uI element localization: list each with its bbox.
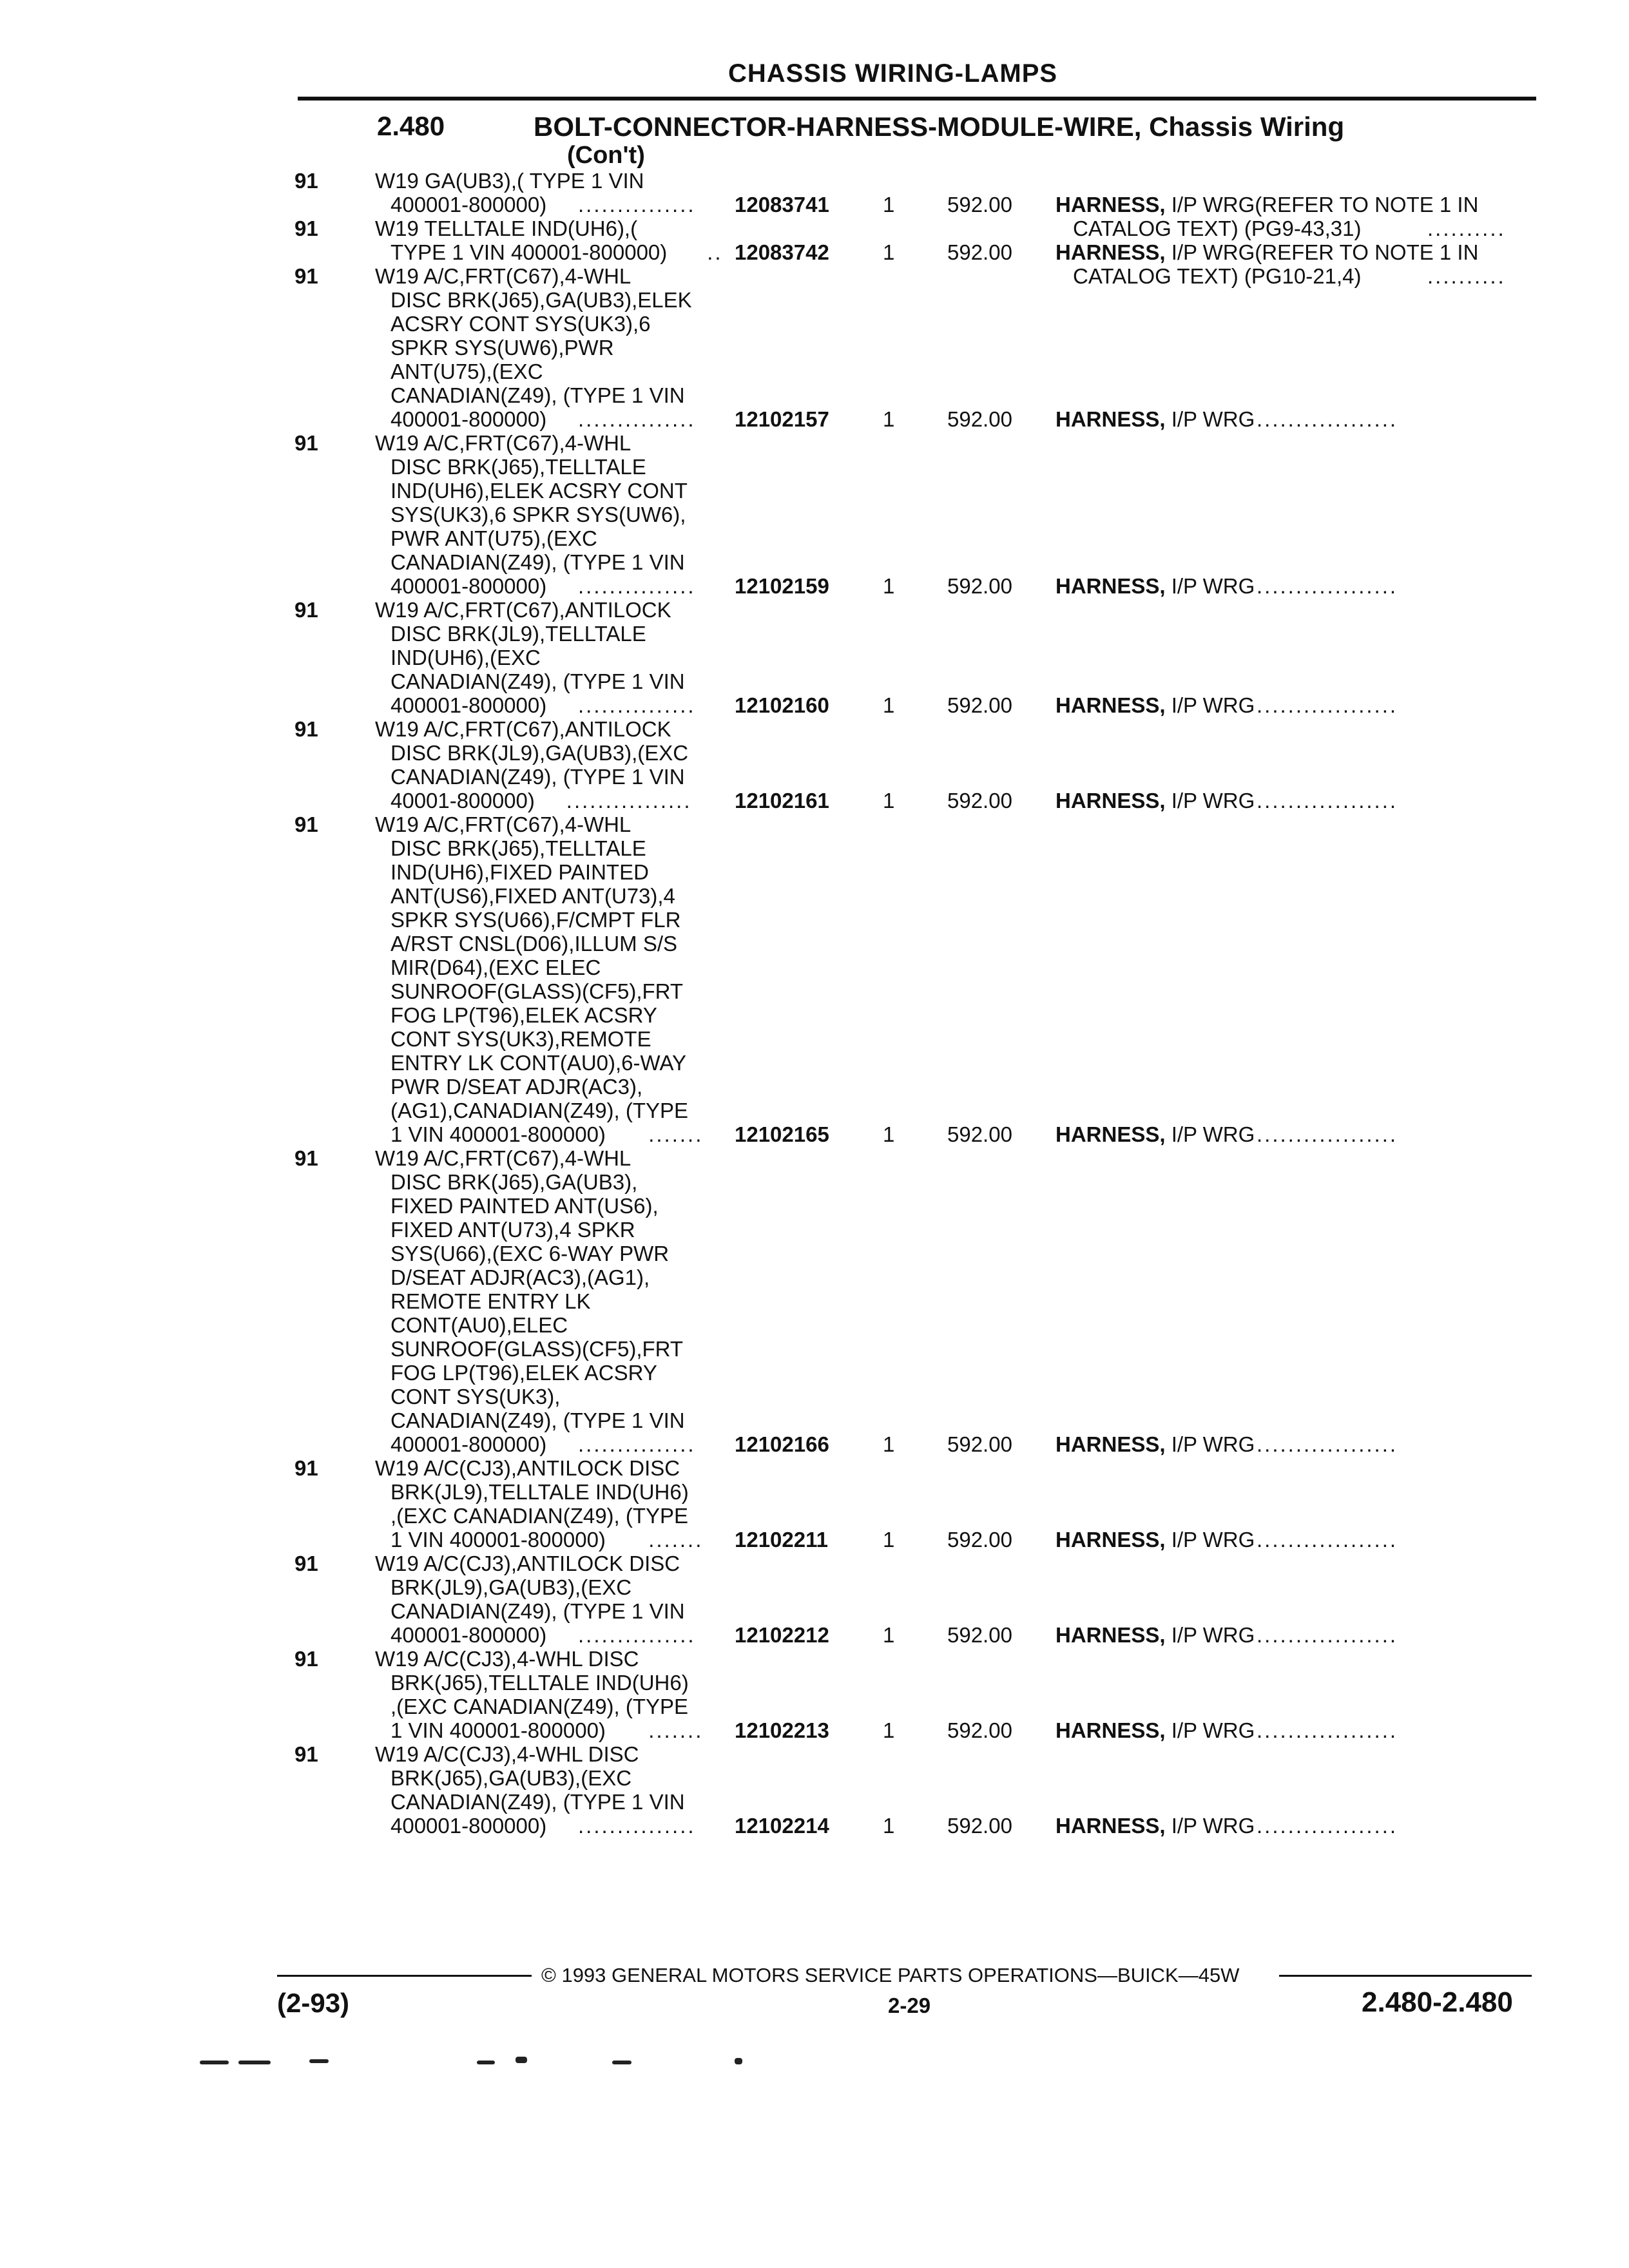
- description-line: BRK(J65),TELLTALE IND(UH6): [390, 1671, 689, 1695]
- group-number: 592.00: [947, 407, 1012, 431]
- quantity: 1: [883, 193, 895, 216]
- description-line: CANADIAN(Z49), (TYPE 1 VIN: [390, 1599, 685, 1623]
- parts-entry: [0, 264, 1629, 431]
- description-line: 400001-800000): [390, 1814, 547, 1838]
- description-line: W19 A/C,FRT(C67),4-WHL: [375, 264, 631, 288]
- leader-dots: ...............: [578, 1623, 696, 1647]
- leader-dots: ................: [566, 789, 692, 812]
- description-line: IND(UH6),FIXED PAINTED: [390, 860, 649, 884]
- footer-page-number: 2-29: [888, 1994, 931, 2017]
- leader-dots: ..................: [1257, 1432, 1398, 1456]
- footer-rule-right: [1279, 1975, 1532, 1977]
- leader-dots: ..........: [1427, 264, 1506, 288]
- scan-smudge: [735, 2058, 742, 2064]
- section-title-text: BOLT-CONNECTOR-HARNESS-MODULE-WIRE, Chassis Wiring: [534, 111, 1345, 142]
- leader-dots: ..................: [1257, 1122, 1398, 1146]
- leader-dots: .......: [648, 1122, 704, 1146]
- parts-entry: [0, 1456, 1629, 1552]
- group-number: 592.00: [947, 1432, 1012, 1456]
- description-line: PWR D/SEAT ADJR(AC3),: [390, 1075, 643, 1099]
- description-line: W19 GA(UB3),( TYPE 1 VIN: [375, 169, 644, 193]
- parts-entry: [0, 1742, 1629, 1838]
- description-line: SYS(UK3),6 SPKR SYS(UW6),: [390, 503, 686, 526]
- entry-description: [0, 812, 1629, 1146]
- description-line: DISC BRK(J65),TELLTALE: [390, 836, 646, 860]
- quantity: 1: [883, 1814, 895, 1838]
- part-number: 12102165: [735, 1122, 829, 1146]
- part-number: 12102212: [735, 1623, 829, 1647]
- section-continued: (Con't): [567, 142, 645, 169]
- description-line: BRK(JL9),TELLTALE IND(UH6): [390, 1480, 689, 1504]
- group-number: 592.00: [947, 1528, 1012, 1552]
- quantity: 1: [883, 693, 895, 717]
- description-line: BRK(JL9),GA(UB3),(EXC: [390, 1575, 632, 1599]
- description-line: ANT(U75),(EXC: [390, 360, 543, 383]
- part-name: [1055, 1122, 1255, 1146]
- description-line: (AG1),CANADIAN(Z49), (TYPE: [390, 1099, 689, 1122]
- part-name-bold: HARNESS,: [1055, 1528, 1166, 1552]
- part-name-rest: I/P WRG: [1165, 1718, 1255, 1742]
- scan-smudge: [238, 2061, 271, 2064]
- part-name: [1055, 193, 1478, 216]
- description-line: 1 VIN 400001-800000): [390, 1528, 606, 1552]
- description-line: ANT(US6),FIXED ANT(U73),4: [390, 884, 675, 908]
- part-name-rest: I/P WRG: [1165, 693, 1255, 717]
- group-number: 592.00: [947, 574, 1012, 598]
- part-name: [1055, 574, 1255, 598]
- group-number: 592.00: [947, 193, 1012, 216]
- group-number: 592.00: [947, 1814, 1012, 1838]
- part-name-bold: HARNESS,: [1055, 789, 1166, 812]
- parts-entry: [0, 1647, 1629, 1742]
- part-name-rest: I/P WRG: [1165, 1528, 1255, 1552]
- leader-dots: ...............: [578, 693, 696, 717]
- parts-entry: [0, 1146, 1629, 1456]
- description-line: DISC BRK(J65),GA(UB3),ELEK: [390, 288, 692, 312]
- part-name: [1055, 693, 1255, 717]
- scan-smudge: [309, 2059, 329, 2063]
- leader-dots: ..: [707, 240, 723, 264]
- description-line: SPKR SYS(U66),F/CMPT FLR: [390, 908, 681, 932]
- description-line: W19 A/C,FRT(C67),ANTILOCK: [375, 598, 671, 622]
- description-line: W19 A/C,FRT(C67),4-WHL: [375, 812, 631, 836]
- description-line: DISC BRK(JL9),TELLTALE: [390, 622, 646, 646]
- footer-copyright: © 1993 GENERAL MOTORS SERVICE PARTS OPERATIONS—BUICK—45W: [541, 1964, 1240, 1986]
- description-line: ENTRY LK CONT(AU0),6-WAY: [390, 1051, 687, 1075]
- description-line: CANADIAN(Z49), (TYPE 1 VIN: [390, 550, 685, 574]
- quantity: 1: [883, 1528, 895, 1552]
- description-line: FOG LP(T96),ELEK ACSRY: [390, 1003, 657, 1027]
- entry-level: 91: [294, 1647, 318, 1671]
- description-line: 400001-800000): [390, 193, 547, 216]
- description-line: IND(UH6),ELEK ACSRY CONT: [390, 479, 688, 503]
- part-name: [1055, 240, 1478, 264]
- quantity: 1: [883, 240, 895, 264]
- entry-level: 91: [294, 169, 318, 193]
- leader-dots: ..................: [1257, 693, 1398, 717]
- leader-dots: ..................: [1257, 789, 1398, 812]
- part-name-rest: I/P WRG: [1165, 1432, 1255, 1456]
- description-line: PWR ANT(U75),(EXC: [390, 526, 597, 550]
- group-number: 592.00: [947, 1122, 1012, 1146]
- part-name-bold: HARNESS,: [1055, 240, 1166, 264]
- description-line: TYPE 1 VIN 400001-800000): [390, 240, 668, 264]
- part-name: [1055, 407, 1255, 431]
- group-number: 592.00: [947, 789, 1012, 812]
- part-number: 12083742: [735, 240, 829, 264]
- quantity: 1: [883, 1623, 895, 1647]
- entry-description: [0, 1146, 1629, 1456]
- entry-level: 91: [294, 1742, 318, 1766]
- description-line: CANADIAN(Z49), (TYPE 1 VIN: [390, 1408, 685, 1432]
- part-name-rest: I/P WRG(REFER TO NOTE 1 IN: [1165, 193, 1479, 216]
- description-line: FIXED ANT(U73),4 SPKR: [390, 1218, 635, 1242]
- footer-section-range: 2.480-2.480: [1362, 1986, 1513, 2018]
- part-name-bold: HARNESS,: [1055, 407, 1166, 431]
- entry-description: [0, 264, 1629, 431]
- leader-dots: ..................: [1257, 1718, 1398, 1742]
- quantity: 1: [883, 789, 895, 812]
- entry-level: 91: [294, 1146, 318, 1170]
- quantity: 1: [883, 1718, 895, 1742]
- scan-smudge: [516, 2057, 527, 2063]
- entry-description: [0, 431, 1629, 598]
- description-line: W19 TELLTALE IND(UH6),(: [375, 216, 638, 240]
- description-line: MIR(D64),(EXC ELEC: [390, 956, 601, 979]
- description-line: D/SEAT ADJR(AC3),(AG1),: [390, 1265, 650, 1289]
- section-number: 2.480: [377, 111, 445, 141]
- part-name-bold: HARNESS,: [1055, 1718, 1166, 1742]
- part-name-line2: CATALOG TEXT) (PG10-21,4): [1073, 264, 1362, 288]
- description-line: SPKR SYS(UW6),PWR: [390, 336, 614, 360]
- section-title: [534, 113, 1344, 169]
- description-line: W19 A/C,FRT(C67),4-WHL: [375, 1146, 631, 1170]
- description-line: 400001-800000): [390, 1432, 547, 1456]
- part-name: [1055, 1432, 1255, 1456]
- description-line: 400001-800000): [390, 574, 547, 598]
- quantity: 1: [883, 1122, 895, 1146]
- description-line: 400001-800000): [390, 693, 547, 717]
- description-line: CANADIAN(Z49), (TYPE 1 VIN: [390, 383, 685, 407]
- entry-level: 91: [294, 216, 318, 240]
- entry-level: 91: [294, 264, 318, 288]
- part-name: [1055, 789, 1255, 812]
- description-line: DISC BRK(J65),TELLTALE: [390, 455, 646, 479]
- leader-dots: .......: [648, 1718, 704, 1742]
- group-number: 592.00: [947, 693, 1012, 717]
- description-line: W19 A/C(CJ3),ANTILOCK DISC: [375, 1552, 680, 1575]
- description-line: CANADIAN(Z49), (TYPE 1 VIN: [390, 1790, 685, 1814]
- leader-dots: ..................: [1257, 1814, 1398, 1838]
- group-number: 592.00: [947, 1718, 1012, 1742]
- leader-dots: ...............: [578, 574, 696, 598]
- entry-level: 91: [294, 431, 318, 455]
- description-line: W19 A/C(CJ3),ANTILOCK DISC: [375, 1456, 680, 1480]
- scan-smudge: [477, 2061, 495, 2064]
- part-name-rest: I/P WRG(REFER TO NOTE 1 IN: [1165, 240, 1479, 264]
- description-line: IND(UH6),(EXC: [390, 646, 541, 669]
- description-line: FIXED PAINTED ANT(US6),: [390, 1194, 659, 1218]
- leader-dots: ..................: [1257, 1623, 1398, 1647]
- parts-entry: [0, 812, 1629, 1146]
- part-name: [1055, 1528, 1255, 1552]
- leader-dots: ...............: [578, 407, 696, 431]
- description-line: W19 A/C(CJ3),4-WHL DISC: [375, 1742, 639, 1766]
- quantity: 1: [883, 407, 895, 431]
- description-line: CONT SYS(UK3),: [390, 1385, 561, 1408]
- description-line: SUNROOF(GLASS)(CF5),FRT: [390, 979, 684, 1003]
- part-name-rest: I/P WRG: [1165, 789, 1255, 812]
- description-line: 400001-800000): [390, 407, 547, 431]
- part-name-bold: HARNESS,: [1055, 693, 1166, 717]
- parts-entry: [0, 598, 1629, 717]
- part-number: 12102159: [735, 574, 829, 598]
- description-line: ACSRY CONT SYS(UK3),6: [390, 312, 651, 336]
- description-line: ,(EXC CANADIAN(Z49), (TYPE: [390, 1504, 689, 1528]
- part-name-rest: I/P WRG: [1165, 407, 1255, 431]
- quantity: 1: [883, 1432, 895, 1456]
- leader-dots: ..................: [1257, 1528, 1398, 1552]
- footer-date: (2-93): [277, 1988, 350, 2018]
- leader-dots: ..........: [1427, 216, 1506, 240]
- description-line: W19 A/C,FRT(C67),4-WHL: [375, 431, 631, 455]
- parts-entry: [0, 1552, 1629, 1647]
- entry-level: 91: [294, 1552, 318, 1575]
- part-number: 12102161: [735, 789, 829, 812]
- entry-level: 91: [294, 1456, 318, 1480]
- entry-level: 91: [294, 598, 318, 622]
- part-name-bold: HARNESS,: [1055, 1432, 1166, 1456]
- part-name-bold: HARNESS,: [1055, 1623, 1166, 1647]
- part-name: [1055, 1718, 1255, 1742]
- quantity: 1: [883, 574, 895, 598]
- part-number: 12083741: [735, 193, 829, 216]
- part-name-rest: I/P WRG: [1165, 1623, 1255, 1647]
- parts-entry: [0, 431, 1629, 598]
- description-line: W19 A/C(CJ3),4-WHL DISC: [375, 1647, 639, 1671]
- leader-dots: ...............: [578, 1432, 696, 1456]
- description-line: SUNROOF(GLASS)(CF5),FRT: [390, 1337, 684, 1361]
- part-name-bold: HARNESS,: [1055, 1122, 1166, 1146]
- part-name-line2: CATALOG TEXT) (PG9-43,31): [1073, 216, 1362, 240]
- parts-list: [0, 169, 1629, 1838]
- part-number: 12102213: [735, 1718, 829, 1742]
- parts-entry: [0, 717, 1629, 812]
- description-line: SYS(U66),(EXC 6-WAY PWR: [390, 1242, 670, 1265]
- description-line: 1 VIN 400001-800000): [390, 1122, 606, 1146]
- part-number: 12102166: [735, 1432, 829, 1456]
- part-number: 12102157: [735, 407, 829, 431]
- part-name-rest: I/P WRG: [1165, 1122, 1255, 1146]
- description-line: ,(EXC CANADIAN(Z49), (TYPE: [390, 1695, 689, 1718]
- leader-dots: .......: [648, 1528, 704, 1552]
- description-line: CANADIAN(Z49), (TYPE 1 VIN: [390, 765, 685, 789]
- part-name-bold: HARNESS,: [1055, 193, 1166, 216]
- description-line: CONT SYS(UK3),REMOTE: [390, 1027, 651, 1051]
- entry-level: 91: [294, 717, 318, 741]
- footer-rule-left: [277, 1975, 532, 1977]
- leader-dots: ..................: [1257, 574, 1398, 598]
- part-name-rest: I/P WRG: [1165, 574, 1255, 598]
- description-line: DISC BRK(JL9),GA(UB3),(EXC: [390, 741, 689, 765]
- leader-dots: ..................: [1257, 407, 1398, 431]
- page-title: CHASSIS WIRING-LAMPS: [728, 59, 1058, 88]
- leader-dots: ...............: [578, 193, 696, 216]
- part-number: 12102211: [735, 1528, 829, 1552]
- part-name: [1055, 1623, 1255, 1647]
- part-name-bold: HARNESS,: [1055, 574, 1166, 598]
- description-line: 1 VIN 400001-800000): [390, 1718, 606, 1742]
- description-line: W19 A/C,FRT(C67),ANTILOCK: [375, 717, 671, 741]
- description-line: BRK(J65),GA(UB3),(EXC: [390, 1766, 632, 1790]
- part-number: 12102214: [735, 1814, 829, 1838]
- description-line: 400001-800000): [390, 1623, 547, 1647]
- description-line: CONT(AU0),ELEC: [390, 1313, 568, 1337]
- group-number: 592.00: [947, 1623, 1012, 1647]
- description-line: FOG LP(T96),ELEK ACSRY: [390, 1361, 657, 1385]
- description-line: CANADIAN(Z49), (TYPE 1 VIN: [390, 669, 685, 693]
- part-number: 12102160: [735, 693, 829, 717]
- part-name: [1055, 1814, 1255, 1838]
- description-line: A/RST CNSL(D06),ILLUM S/S: [390, 932, 678, 956]
- header-rule: [298, 97, 1536, 101]
- description-line: REMOTE ENTRY LK: [390, 1289, 591, 1313]
- description-line: 40001-800000): [390, 789, 535, 812]
- scan-smudge: [612, 2061, 631, 2064]
- group-number: 592.00: [947, 240, 1012, 264]
- part-name-rest: I/P WRG: [1165, 1814, 1255, 1838]
- description-line: DISC BRK(J65),GA(UB3),: [390, 1170, 638, 1194]
- scan-smudge: [200, 2061, 229, 2064]
- part-name-bold: HARNESS,: [1055, 1814, 1166, 1838]
- leader-dots: ...............: [578, 1814, 696, 1838]
- entry-level: 91: [294, 812, 318, 836]
